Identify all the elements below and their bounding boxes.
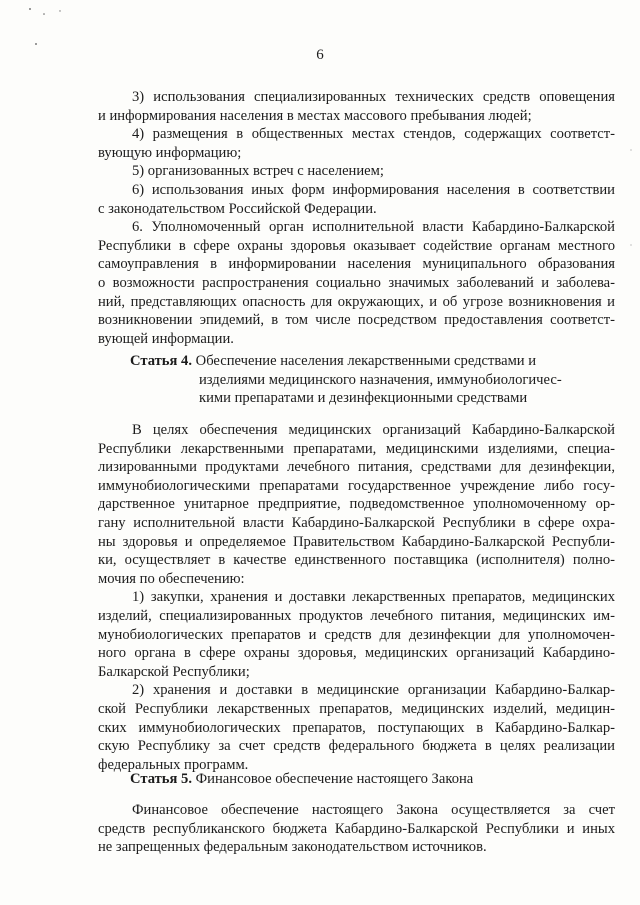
text-line: 1) закупки, хранения и доставки лекарственных препаратов, медицинских — [132, 589, 615, 606]
text-line: 4) размещения в общественных местах стендов, содержащих соответст- — [132, 126, 615, 143]
text-line: мунобиологических препаратов и средств для дезинфекции для уполномочен- — [98, 626, 615, 643]
article-4-title-line: изделиями медицинского назначения, иммунобиологичес- — [199, 371, 562, 388]
text-line: и информирования населения в местах массового пребывания людей; — [98, 107, 532, 124]
text-line: иммунобиологическими препаратами государственное учреждение либо госу- — [98, 477, 615, 494]
text-line: 3) использования специализированных технических средств оповещения — [132, 89, 615, 105]
article-5-body — [98, 801, 615, 857]
text-line: мочия по обеспечению: — [98, 570, 245, 587]
text-line: ских иммунобиологических препаратов, поступающих в Кабардино-Балкар- — [98, 719, 615, 736]
text-line: ны здоровья и определяемое Правительством Кабардино-Балкарской Республи- — [98, 533, 615, 550]
article-4-title-line: кими препаратами и дезинфекционными средствами — [199, 390, 528, 407]
article-5-heading — [130, 770, 610, 789]
text-line: ской Республики лекарственных препаратов, медицинских изделий, медицин- — [98, 700, 615, 717]
text-line: изделий, специализированных продуктов лечебного питания, медицинских им- — [98, 607, 615, 624]
text-line: федеральных программ. — [98, 756, 249, 773]
text-line: 2) хранения и доставки в медицинские организации Кабардино-Балкар- — [132, 682, 615, 699]
text-line: с законодательством Российской Федерации. — [98, 200, 377, 217]
text-line: В целях обеспечения медицинских организаций Кабардино-Балкарской — [132, 422, 615, 438]
text-line: Финансовое обеспечение настоящего Закона осуществляется за счет — [132, 802, 615, 818]
text-line: Республики лекарственными препаратами, медицинскими изделиями, специа- — [98, 440, 615, 457]
text-line: ний, представляющих опасность для окружающих, и об угрозе возникновения и — [98, 293, 615, 310]
text-line: средств республиканского бюджета Кабардино-Балкарской Республики и иных — [98, 820, 615, 837]
article-4-title-line: Обеспечение населения лекарственными средствами и — [195, 353, 537, 369]
text-line: вующей информации. — [98, 330, 234, 347]
text-line: вующую информацию; — [98, 144, 242, 161]
text-line: скую Республику за счет средств федерального бюджета в целях реализации — [98, 738, 615, 755]
article-4-body — [98, 421, 615, 774]
text-line: возникновении эпидемий, в том числе посредством предоставления соответст- — [98, 312, 615, 329]
text-line: гану исполнительной власти Кабардино-Балкарской Республики в сфере охра- — [98, 514, 615, 531]
text-line: о возможности распространения социально значимых заболеваний и заболева- — [98, 274, 615, 291]
page-number: 6 — [316, 47, 324, 63]
article-5-title: Финансовое обеспечение настоящего Закона — [195, 771, 474, 787]
text-line: не запрещенных федеральным законодательством источников. — [98, 839, 487, 856]
text-line: 5) организованных встреч с населением; — [132, 163, 384, 180]
text-line: лизированными продуктами лечебного питания, средствами для дезинфекции, — [98, 459, 615, 476]
text-line: 6. Уполномоченный орган исполнительной власти Кабардино-Балкарской — [132, 219, 615, 236]
text-line: дарственное унитарное предприятие, подведомственное уполномоченному ор- — [98, 496, 615, 513]
text-line: ки, осуществляет в качестве единственного поставщика (исполнителя) полно- — [98, 552, 615, 569]
article-5-label: Статья 5. — [130, 771, 192, 787]
text-line: Балкарской Республики; — [98, 663, 250, 680]
text-line: 6) использования иных форм информирования населения в соответствии — [132, 181, 615, 198]
text-line: ного органа в сфере охраны здоровья, медицинских организаций Кабардино- — [98, 645, 615, 662]
text-line: самоуправления в информировании населения муниципального образования — [98, 256, 615, 273]
intro-text — [98, 88, 615, 348]
article-4-label: Статья 4. — [130, 353, 192, 369]
article-4-heading — [130, 352, 610, 408]
text-line: Республики в сфере охраны здоровья оказывает содействие органам местного — [98, 237, 615, 254]
